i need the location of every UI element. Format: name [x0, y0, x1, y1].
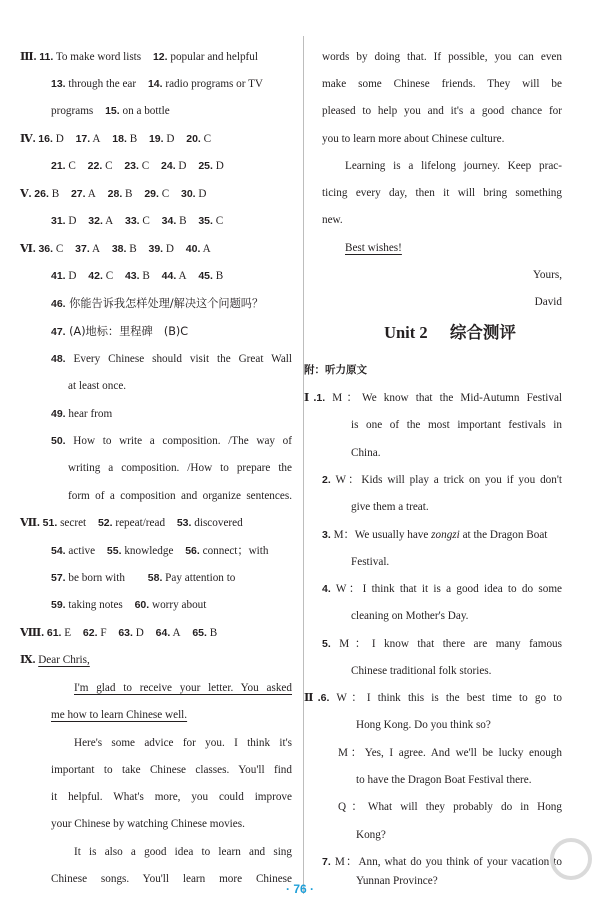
section-label: Ⅰ.	[304, 392, 317, 404]
answer-text: C	[142, 215, 150, 227]
speaker-label: M：	[332, 392, 363, 404]
answer-line	[51, 104, 170, 118]
transcript-line: to have the Dragon Boat Festival there.	[356, 774, 532, 786]
answer-text: writing a composition. /How to prepare the	[68, 462, 292, 474]
letter-line: pleased to help you and it's a good chance for	[322, 105, 562, 117]
answer-line	[51, 434, 292, 448]
answer-line	[20, 242, 211, 256]
answer-text: A	[202, 243, 211, 255]
question-number: 54.	[51, 545, 66, 557]
question-number: 16.	[38, 133, 53, 145]
answer-text: A	[92, 133, 101, 145]
transcript-line	[338, 746, 562, 760]
answer-text: To make word lists	[55, 51, 142, 63]
answer-text: connect；with	[202, 545, 269, 557]
letter-greeting: Dear Chris,	[38, 654, 90, 666]
question-number: 28.	[107, 188, 123, 200]
letter-line: Learning is a lifelong journey. Keep prac-	[345, 160, 562, 172]
letter-signoff: Yours,	[532, 269, 562, 281]
transcript-text: at the Dragon Boat	[459, 529, 548, 541]
answer-line	[20, 132, 211, 146]
transcript-line	[338, 800, 562, 814]
question-number: 33.	[124, 215, 140, 227]
section-label: Ⅴ.	[20, 188, 32, 200]
question-number: 62.	[82, 627, 98, 639]
unit-title: 综合测评	[449, 323, 516, 342]
question-number: 57.	[51, 572, 66, 584]
section-label: Ⅵ.	[20, 243, 36, 255]
answer-text: A	[178, 270, 187, 282]
answer-text: Pay attention to	[165, 572, 236, 584]
question-number: 55.	[106, 545, 122, 557]
question-number: 46.	[51, 298, 66, 310]
speaker-label: M：	[334, 856, 359, 868]
answer-text: A	[91, 243, 101, 255]
speaker-label: W：	[336, 692, 367, 704]
question-number: 21.	[51, 160, 66, 172]
transcript-line	[322, 473, 562, 487]
question-number: 29.	[144, 188, 159, 200]
answer-text: popular and helpful	[170, 51, 258, 63]
answer-text: C	[105, 160, 113, 172]
question-number: 39.	[148, 243, 164, 255]
question-number: 19.	[148, 133, 164, 145]
question-number: 56.	[185, 545, 200, 557]
transcript-line: Yunnan Province?	[356, 875, 438, 887]
transcript-line	[322, 528, 547, 542]
answer-text: E	[64, 627, 72, 639]
answer-line	[51, 325, 188, 339]
answer-text: (A)地标：里程碑 (B)C	[69, 325, 189, 338]
watermark-logo	[470, 832, 596, 916]
answer-text: knowledge	[124, 545, 174, 557]
answer-text: D	[68, 270, 77, 282]
letter-line: Chinese songs. You'll learn more Chinese	[51, 873, 292, 885]
answer-text: A	[105, 215, 114, 227]
answer-line	[20, 187, 206, 201]
answer-text: radio programs or TV	[165, 78, 264, 90]
answer-text: D	[178, 160, 187, 172]
question-number: 3.	[322, 529, 331, 541]
question-number: 42.	[88, 270, 103, 282]
answer-text: B	[125, 188, 133, 200]
speaker-label: M：	[333, 529, 355, 541]
transcript-text: I know that there are many famous	[371, 638, 563, 650]
answer-text: B	[209, 627, 218, 639]
question-number: 49.	[51, 408, 66, 420]
answer-text: secret	[60, 517, 87, 529]
answer-line	[51, 269, 223, 283]
question-number: 17.	[75, 133, 91, 145]
question-number: 48.	[51, 353, 66, 365]
answer-line	[51, 159, 224, 173]
answer-line	[51, 571, 235, 585]
answer-line	[20, 50, 258, 64]
speaker-label: W：	[335, 474, 362, 486]
answer-text: C	[161, 188, 170, 200]
transcript-line	[322, 637, 562, 651]
answer-text: worry about	[152, 599, 207, 611]
answer-text: 你能告诉我怎样处理/解决这个问题吗？	[69, 297, 264, 310]
answer-text: C	[215, 215, 224, 227]
answer-text: taking notes	[68, 599, 123, 611]
answer-text: B	[129, 133, 138, 145]
transcript-emphasis: zongzi	[431, 529, 460, 541]
question-number: 40.	[185, 243, 201, 255]
transcript-line: China.	[351, 447, 381, 459]
answer-text: D	[68, 215, 77, 227]
transcript-text: I think this is the best time to go to	[366, 692, 562, 704]
question-number: 6.	[320, 692, 330, 704]
answer-text: B	[129, 243, 137, 255]
section-label: Ⅶ.	[20, 517, 40, 529]
answer-text: D	[198, 188, 207, 200]
answer-text: C	[105, 270, 114, 282]
answer-line	[51, 352, 292, 366]
answer-text: be born with	[68, 572, 125, 584]
question-number: 51.	[42, 517, 58, 529]
letter-line: new.	[322, 214, 343, 226]
answer-text: D	[165, 243, 174, 255]
answer-text: D	[166, 133, 175, 145]
transcript-text: I think that it is a good idea to do some	[362, 583, 562, 595]
question-number: 59.	[51, 599, 66, 611]
answer-text: F	[100, 627, 107, 639]
transcript-line: give them a treat.	[351, 501, 429, 513]
answer-text: D	[55, 133, 64, 145]
letter-line: important to take Chinese classes. You'll find	[51, 764, 292, 776]
letter-line: Here's some advice for you. I think it's	[74, 737, 292, 749]
answer-text: hear from	[68, 408, 113, 420]
answer-text: on a bottle	[122, 105, 170, 117]
answer-line	[68, 461, 292, 475]
section-label: Ⅱ.	[304, 692, 321, 704]
section-label: Ⅲ.	[20, 51, 37, 63]
question-number: 53.	[176, 517, 192, 529]
answer-line	[51, 544, 269, 558]
answer-line	[20, 516, 243, 530]
speaker-label: W：	[335, 583, 363, 595]
letter-signature: David	[534, 296, 562, 308]
column-divider	[303, 36, 304, 894]
question-number: 14.	[147, 78, 163, 90]
unit-heading	[300, 322, 600, 344]
speaker-label: Q：	[338, 801, 368, 813]
answer-text: A	[87, 188, 96, 200]
answer-line	[68, 489, 292, 503]
transcript-line: Festival.	[351, 556, 390, 568]
answer-text: B	[215, 270, 224, 282]
question-number: 11.	[39, 51, 54, 63]
question-number: 38.	[111, 243, 127, 255]
question-number: 47.	[51, 326, 66, 338]
page-number: · 76 ·	[285, 882, 314, 896]
letter-line: make some Chinese friends. They will be	[322, 78, 562, 90]
question-number: 5.	[322, 638, 331, 650]
question-number: 2.	[322, 474, 331, 486]
question-number: 65.	[192, 627, 207, 639]
question-number: 58.	[147, 572, 163, 584]
answer-text: C	[203, 133, 212, 145]
question-number: 26.	[34, 188, 49, 200]
transcript-line: Hong Kong. Do you think so?	[356, 719, 491, 731]
answer-text: B	[51, 188, 60, 200]
speaker-label: M：	[339, 638, 372, 650]
question-number: 20.	[186, 133, 201, 145]
question-number: 52.	[97, 517, 113, 529]
answer-line	[20, 626, 217, 640]
answer-line	[68, 379, 126, 393]
transcript-subheading: 附：听力原文	[304, 364, 367, 376]
transcript-line: Chinese traditional folk stories.	[351, 665, 492, 677]
answer-line	[51, 297, 263, 311]
question-number: 31.	[51, 215, 66, 227]
answer-text: discovered	[194, 517, 243, 529]
question-number: 36.	[38, 243, 54, 255]
answer-text: C	[68, 160, 76, 172]
section-label: Ⅳ.	[20, 133, 36, 145]
answer-text: repeat/read	[115, 517, 166, 529]
unit-number: Unit 2	[384, 323, 428, 342]
speaker-label: M：	[338, 747, 365, 759]
question-number: 24.	[161, 160, 176, 172]
answer-text: B	[142, 270, 150, 282]
question-number: 34.	[161, 215, 177, 227]
question-number: 22.	[87, 160, 103, 172]
letter-line: words by doing that. If possible, you can even	[322, 51, 562, 63]
answer-text: A	[172, 627, 181, 639]
transcript-text: We usually have	[354, 529, 432, 541]
letter-closing: Best wishes!	[345, 242, 402, 254]
question-number: 64.	[155, 627, 171, 639]
transcript-line: cleaning on Mother's Day.	[351, 610, 469, 622]
section-label: Ⅷ.	[20, 627, 45, 639]
transcript-line: is one of the most important festivals in	[351, 419, 562, 431]
answer-text: programs	[51, 105, 94, 117]
letter-line: it helpful. What's more, you could improve	[51, 791, 292, 803]
question-number: 63.	[118, 627, 133, 639]
question-number: 23.	[124, 160, 139, 172]
question-number: 7.	[322, 856, 331, 868]
question-number: 12.	[152, 51, 168, 63]
letter-line: I'm glad to receive your letter. You asked	[74, 682, 292, 694]
answer-text: through the ear	[68, 78, 137, 90]
question-number: 61.	[46, 627, 62, 639]
letter-line: your Chinese by watching Chinese movies.	[51, 818, 245, 830]
watermark-ring-icon	[550, 838, 592, 880]
transcript-text: Yes, I agree. And we'll be lucky enough	[364, 747, 562, 759]
question-number: 37.	[75, 243, 90, 255]
question-number: 60.	[134, 599, 150, 611]
question-number: 35.	[198, 215, 213, 227]
letter-line: ticing every day, then it will bring something	[322, 187, 562, 199]
question-number: 18.	[112, 133, 127, 145]
transcript-text: What will they probably do in Hong	[367, 801, 562, 813]
transcript-line	[304, 391, 562, 405]
question-number: 50.	[51, 435, 66, 447]
answer-text: D	[135, 627, 144, 639]
transcript-text: We know that the Mid-Autumn Festival	[362, 392, 563, 404]
question-number: 25.	[198, 160, 213, 172]
letter-line: you to learn more about Chinese culture.	[322, 133, 505, 145]
question-number: 32.	[88, 215, 103, 227]
question-number: 1.	[316, 392, 326, 404]
answer-text: C	[141, 160, 150, 172]
question-number: 4.	[322, 583, 331, 595]
transcript-text: Kids will play a trick on you if you don't	[361, 474, 562, 486]
answer-text: How to write a composition. /The way of	[73, 435, 293, 447]
answer-text: C	[55, 243, 64, 255]
answer-line	[51, 598, 206, 612]
answer-text: active	[68, 545, 96, 557]
transcript-line: Kong?	[356, 829, 386, 841]
question-number: 27.	[70, 188, 86, 200]
section-label: Ⅸ.	[20, 654, 36, 666]
letter-line: It is also a good idea to learn and sing	[74, 846, 292, 858]
question-number: 41.	[51, 270, 66, 282]
letter-line: me how to learn Chinese well.	[51, 709, 188, 721]
answer-text: D	[215, 160, 224, 172]
question-number: 30.	[180, 188, 196, 200]
question-number: 13.	[51, 78, 66, 90]
transcript-line	[322, 582, 562, 596]
question-number: 15.	[105, 105, 120, 117]
answer-text: form of a composition and organize sentences.	[68, 490, 292, 502]
answer-line	[20, 653, 90, 667]
transcript-text: Ann, what do you think of your vacation to	[358, 856, 563, 868]
transcript-line	[304, 691, 562, 705]
answer-line	[51, 77, 263, 91]
answer-text: Every Chinese should visit the Great Wall	[73, 353, 292, 365]
answer-line	[51, 407, 112, 421]
question-number: 45.	[198, 270, 213, 282]
answer-text: at least once.	[68, 380, 127, 392]
question-number: 44.	[161, 270, 177, 282]
question-number: 43.	[124, 270, 140, 282]
answer-text: B	[179, 215, 187, 227]
answer-line	[51, 214, 223, 228]
